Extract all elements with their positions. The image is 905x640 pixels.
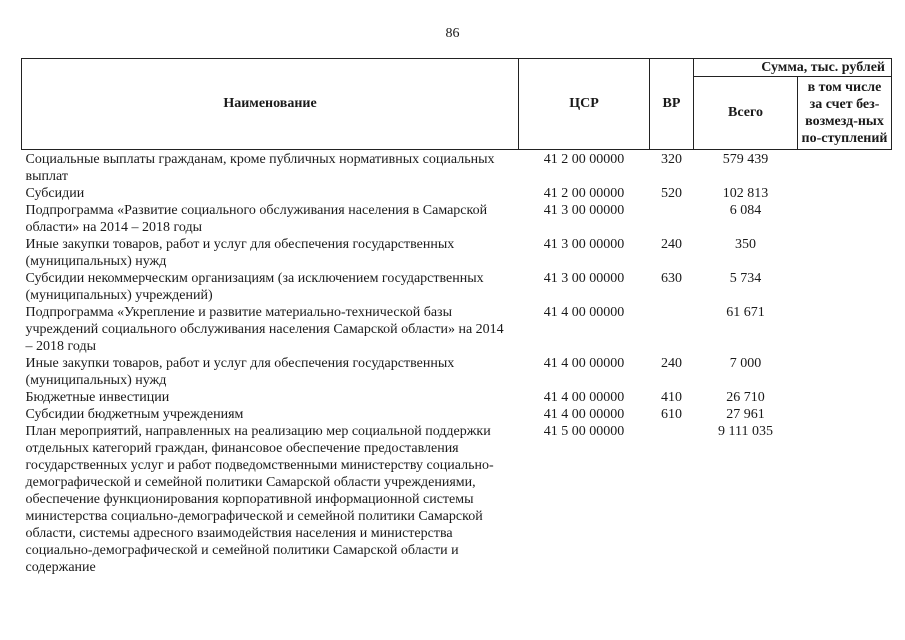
table-row [22, 270, 892, 304]
row-csr: 41 2 00 00000 [543, 152, 625, 167]
row-total: 5 734 [729, 271, 762, 286]
table-row [22, 423, 892, 576]
table-row [22, 389, 892, 406]
row-csr: 41 2 00 00000 [543, 186, 625, 201]
row-total: 6 084 [729, 203, 762, 218]
row-vr: 630 [661, 271, 682, 286]
row-name: Социальные выплаты гражданам, кроме публичных нормативных социальных выплат [25, 152, 495, 184]
table-row [22, 150, 892, 186]
row-csr: 41 4 00 00000 [543, 356, 625, 371]
row-csr: 41 3 00 00000 [543, 271, 625, 286]
row-vr: 610 [661, 407, 682, 422]
row-name: Подпрограмма «Укрепление и развитие материально-технической базы учреждений социального обслуживания населения Самарской области» на 2014 – 2018 годы [25, 305, 504, 354]
row-total: 350 [735, 237, 756, 252]
row-vr: 240 [661, 237, 682, 252]
table-row [22, 406, 892, 423]
row-free [798, 304, 892, 355]
row-free [798, 389, 892, 406]
row-free [798, 355, 892, 389]
row-csr: 41 3 00 00000 [543, 203, 625, 218]
row-total: 27 961 [726, 407, 765, 422]
row-total: 9 111 035 [718, 424, 773, 439]
row-free [798, 270, 892, 304]
row-vr: 320 [661, 152, 682, 167]
row-free [798, 406, 892, 423]
table-row [22, 185, 892, 202]
table-body [22, 150, 892, 577]
row-total: 102 813 [722, 186, 769, 201]
row-name: Подпрограмма «Развитие социального обслуживания населения в Самарской области» на 2014 – 2018 годы [25, 203, 488, 235]
table-row [22, 304, 892, 355]
table-row [22, 202, 892, 236]
row-csr: 41 4 00 00000 [543, 407, 625, 422]
budget-table [21, 58, 892, 576]
header-vr: ВР [650, 59, 694, 150]
page-number: 86 [445, 26, 460, 41]
header-csr: ЦСР [519, 59, 650, 150]
row-free [798, 202, 892, 236]
row-total: 7 000 [729, 356, 762, 371]
row-name: Иные закупки товаров, работ и услуг для обеспечения государственных (муниципальных) нужд [25, 356, 455, 388]
row-total: 61 671 [726, 305, 765, 320]
row-name: Иные закупки товаров, работ и услуг для обеспечения государственных (муниципальных) нужд [25, 237, 455, 269]
row-vr: 410 [661, 390, 682, 405]
row-free [798, 150, 892, 186]
row-csr: 41 4 00 00000 [543, 305, 625, 320]
header-total: Всего [694, 77, 798, 150]
row-total: 579 439 [722, 152, 769, 167]
header-free-receipts: в том числе за счет без-возмезд-ных по-ступлений [798, 77, 892, 150]
row-free [798, 423, 892, 576]
table-header [22, 59, 892, 150]
row-free [798, 185, 892, 202]
row-vr [650, 304, 694, 355]
row-csr: 41 3 00 00000 [543, 237, 625, 252]
table-row [22, 355, 892, 389]
header-name: Наименование [22, 59, 519, 150]
row-vr [650, 202, 694, 236]
row-name: Субсидии некоммерческим организациям (за исключением государственных (муниципальных) учреждений) [25, 271, 484, 303]
row-free [798, 236, 892, 270]
row-name: План мероприятий, направленных на реализацию мер социальной поддержки отдельных категорий граждан, финансовое обеспечение предоставления государственных услуг и работ подведомственными министерству социально-демографической и семейной политики Самарской области учреждениями, обеспечение функционирования корпоративной информационной системы министерства социально-демографической и семейной политики Самарской области, системы адресного взаимодействия населения и министерства социально-демографической и семейной политики Самарской области и содержание [25, 424, 494, 575]
row-total: 26 710 [726, 390, 765, 405]
row-name: Субсидии [25, 186, 85, 201]
row-name: Субсидии бюджетным учреждениям [25, 407, 244, 422]
row-vr: 520 [661, 186, 682, 201]
table-row [22, 236, 892, 270]
header-sum-group: Сумма, тыс. рублей [694, 59, 892, 77]
row-vr: 240 [661, 356, 682, 371]
row-name: Бюджетные инвестиции [25, 390, 170, 405]
row-vr [650, 423, 694, 576]
row-csr: 41 5 00 00000 [543, 424, 625, 439]
row-csr: 41 4 00 00000 [543, 390, 625, 405]
